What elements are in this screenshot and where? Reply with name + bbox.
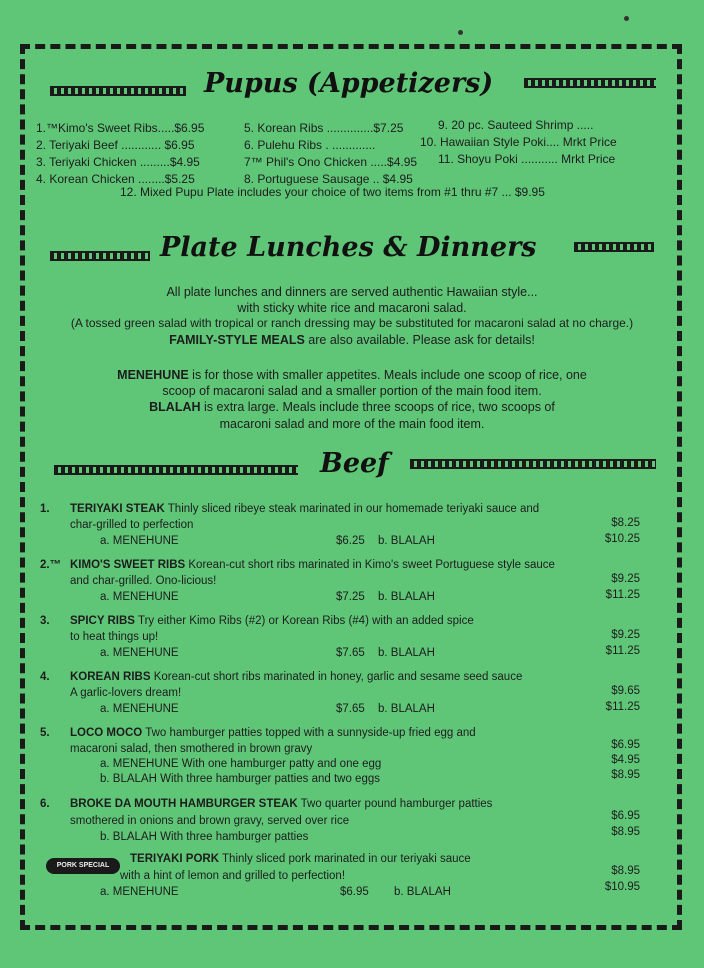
- menu-item-korean-ribs: 4. KOREAN RIBS Korean-cut short ribs marinated in honey, garlic and sesame seed sauce A garlic-lovers dream! $9.65 a. MENEHUNE $7.65 b. BLALAH $11.25: [40, 671, 640, 715]
- list-item: 9. 20 pc. Sauteed Shrimp .....: [438, 118, 594, 132]
- menu-item-kimos-sweet-ribs: 2.™ KIMO'S SWEET RIBS Korean-cut short ribs marinated in Kimo's sweet Portuguese style sauce and char-grilled. Ono-licious! $9.25 a. MENEHUNE $7.25 b. BLALAH $11.25: [40, 559, 640, 603]
- blalah-note: BLALAH is extra large. Meals include three scoops of rice, two scoops of: [149, 400, 555, 414]
- divider: [574, 242, 654, 252]
- plates-intro-1: All plate lunches and dinners are served authentic Hawaiian style...: [166, 285, 538, 299]
- item-price: $6.95: [611, 739, 640, 751]
- divider: [410, 459, 656, 469]
- menu-item-broke-da-mouth: 6. BROKE DA MOUTH HAMBURGER STEAK Two quarter pound hamburger patties smothered in onions and brown gravy, served over rice $6.95 b. BLALAH With three hamburger patties $8.95: [40, 798, 640, 843]
- item-price: $9.25: [611, 629, 640, 641]
- menehune-note: MENEHUNE is for those with smaller appetites. Meals include one scoop of rice, one: [117, 368, 587, 382]
- pupus-col2: [244, 120, 417, 188]
- pupus-mixed: 12. Mixed Pupu Plate includes your choice of two items from #1 thru #7 ... $9.95: [120, 185, 545, 199]
- list-item: 1.™Kimo's Sweet Ribs.....$6.95: [36, 121, 205, 135]
- plates-title: Plate Lunches & Dinners: [160, 232, 537, 263]
- menu-item-loco-moco: 5. LOCO MOCO Two hamburger patties topped with a sunnyside-up fried egg and macaroni salad, then smothered in brown gravy $6.95 a. MENEHUNE With one hamburger patty and one egg $4.95 b. BLALAH With three hamburger patties and two eggs $8.95: [40, 727, 640, 785]
- list-item: 4. Korean Chicken ........$5.25: [36, 172, 195, 186]
- speck: [624, 16, 629, 21]
- list-item: 10. Hawaiian Style Poki.... Mrkt Price: [420, 135, 617, 149]
- list-item: 2. Teriyaki Beef ............ $6.95: [36, 138, 195, 152]
- family-style-note: FAMILY-STYLE MEALS are also available. Please ask for details!: [169, 333, 535, 347]
- divider: [54, 465, 298, 475]
- list-item: 3. Teriyaki Chicken .........$4.95: [36, 155, 200, 169]
- list-item: 11. Shoyu Poki ........... Mrkt Price: [438, 152, 616, 166]
- divider: [50, 86, 186, 96]
- pupus-title: Pupus (Appetizers): [204, 68, 494, 99]
- item-price: $6.95: [611, 810, 640, 822]
- list-item: 5. Korean Ribs ..............$7.25: [244, 121, 404, 135]
- beef-title: Beef: [320, 448, 389, 479]
- blalah-note-2: macaroni salad and more of the main food item.: [219, 417, 485, 431]
- list-item: 6. Pulehu Ribs . .............: [244, 138, 376, 152]
- menehune-note-2: scoop of macaroni salad and a smaller portion of the main food item.: [162, 384, 542, 398]
- list-item: 7™ Phil's Ono Chicken .....$4.95: [244, 155, 418, 169]
- pork-special-badge: PORK SPECIAL: [46, 858, 120, 874]
- plates-intro-3: (A tossed green salad with tropical or ranch dressing may be substituted for macaroni salad at no charge.): [70, 316, 634, 330]
- menu-item-teriyaki-pork: TERIYAKI PORK Thinly sliced pork marinated in our teriyaki sauce with a hint of lemon and grilled to perfection! $8.95 a. MENEHUNE $6.95 b. BLALAH $10.95: [100, 853, 640, 898]
- divider: [524, 78, 656, 88]
- pupus-col3: [420, 117, 617, 168]
- menu-item-spicy-ribs: 3. SPICY RIBS Try either Kimo Ribs (#2) or Korean Ribs (#4) with an added spice to heat things up! $9.25 a. MENEHUNE $7.65 b. BLALAH $11.25: [40, 615, 640, 659]
- list-item: 8. Portuguese Sausage .. $4.95: [244, 172, 413, 186]
- item-price: $9.65: [611, 685, 640, 697]
- divider: [50, 251, 150, 261]
- plates-intro-2: with sticky white rice and macaroni salad.: [237, 301, 467, 315]
- item-price: $8.95: [611, 865, 640, 877]
- item-price: $9.25: [611, 573, 640, 585]
- menu-item-teriyaki-steak: 1. TERIYAKI STEAK Thinly sliced ribeye steak marinated in our homemade teriyaki sauce and char-grilled to perfection $8.25 a. MENEHUNE $6.25 b. BLALAH $10.25: [40, 503, 640, 547]
- item-price: $8.25: [611, 517, 640, 529]
- speck: [458, 30, 463, 35]
- pupus-col1: [36, 120, 204, 188]
